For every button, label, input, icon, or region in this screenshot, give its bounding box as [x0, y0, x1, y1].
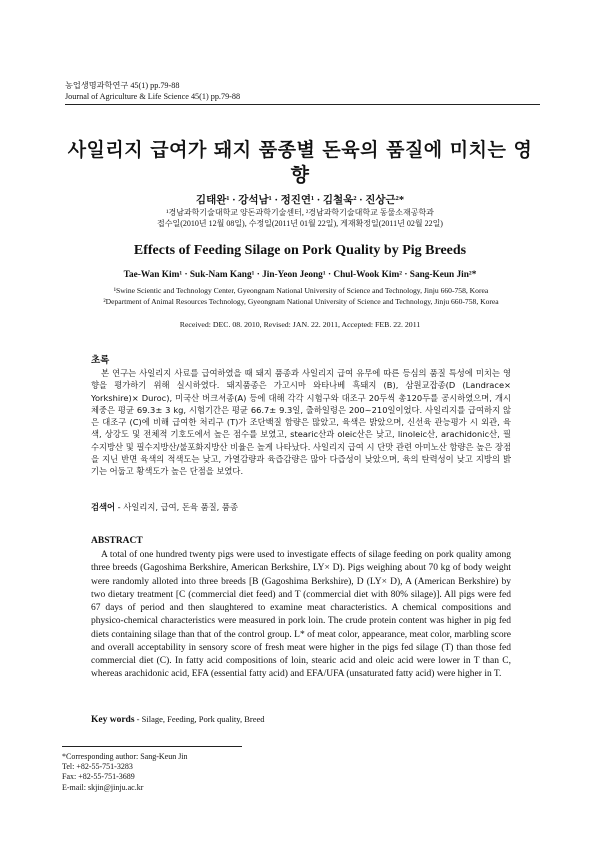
authors-kr: 김태완¹ · 강석남¹ · 정진연¹ · 김철욱² · 진상근²* [195, 195, 405, 206]
journal-name-en: Journal of Agriculture & Life Science 45(1) pp.79-88 [65, 92, 241, 101]
header-rule [65, 104, 540, 105]
keywords-kr-list: - 사일리지, 급여, 돈육 품질, 품종 [115, 502, 238, 512]
telephone: Tel: +82-55-751-3283 [62, 762, 133, 772]
keywords-en [91, 714, 265, 725]
abstract-kr: 본 연구는 사일리지 사료를 급여하였을 때 돼지 품종과 사일리지 급여 유무에 따른 등심의 품질 특성에 미치는 영향을 평가하기 위해 실시하였다. 돼지품종은 가고시마 와타나베 흑돼지 (B), 삼원교잡종(D (Landrace× Yorkshire)× Duroc), 미국산 버크셔종(A) 등에 대해 각각 시험구와 대조구 20두씩 총120두를 공시하였으며, 개시체중은 평균 69.3± 3 kg, 시험기간은 평균 66.7± 9.3일, 출하일령은 200~210일이었다. 사일리지를 급여하지 않은 대조구 (C)에 비해 급여한 처리구 (T)가 조단백질 함량은 많았고, 육색은 밝았으며, 신선육 관능평가 시 외관, 육색, 상강도 및 전체적 기호도에서 높은 점수를 보였고, stearic산과 oleic산은 낮고, linoleic산, arachidonic산, 필수지방산 및 필수지방산/불포화지방산 비율은 높게 나타났다. 사일리지 급여 시 단맛 관련 아미노산 함량은 높은 장점을 지닌 반면 육색의 적색도는 낮고, 가열감량과 육즙감량은 많아 다즙성이 낮았으며, 육의 탄력성이 낮고 지방의 밝기는 어둡고 황색도가 높은 단점을 보였다. [91, 368, 511, 477]
affiliation-en-line: ²Department of Animal Resources Technology, Gyeongnam National University of Science and Technology, Jinju 660-758, Korea [103, 296, 499, 306]
email: E-mail: skjin@jinju.ac.kr [62, 782, 144, 792]
journal-name-kr: 농업생명과학연구 45(1) pp.79-88 [65, 81, 180, 90]
paper-title-kr: 사일리지 급여가 돼지 품종별 돈육의 품질에 미치는 영향 [67, 139, 533, 186]
keywords-kr-label: 검색어 [91, 502, 116, 512]
abstract-kr-heading: 초록 [91, 355, 110, 366]
paper-title-en: Effects of Feeding Silage on Pork Quality by Pig Breeds [133, 243, 467, 258]
footnote-rule [62, 746, 242, 747]
abstract-en: A total of one hundred twenty pigs were used to investigate effects of silage feeding on pork quality among three breeds (Gagoshima Berkshire, American Berkshire, LY× D). Pigs weighing about 70 kg of body weight were randomly alloted into three breeds [B (Gagoshima Berkshire), D (LY× D), A (American Berkshire) by two dietary treatment [C (commercial diet feed) and T (commercial diet with 80% silage)]. All pigs were fed 67 days of period and then slaughtered to examine meat characteristics. A chemical compositions and physico-chemical characteristics were measured in pork loin. The crude protein content was higher in pig fed diets containing silage than that of the control group. L* of meat color, appearance, meat color, marbling score and overall acceptability in sensory score of fresh meat were higher in the pigs fed silage (T) than those fed commercial diet (C). In fatty acid compositions of loin, stearic acid and oleic acid were lower in T than C, whereas arachidonic acid, EFA (essential fatty acid) and EFA/UFA (unsaturated fatty acid) were higher in T. [91, 550, 511, 680]
fax: Fax: +82-55-751-3689 [62, 772, 135, 782]
corresponding-author: *Corresponding author: Sang-Keun Jin [62, 752, 188, 761]
journal-header [65, 80, 540, 105]
keywords-en-label: Key words [91, 715, 135, 725]
keywords-kr [91, 501, 238, 513]
affiliation-en-line: ¹Swine Scientic and Technology Center, Gyeongnam National University of Science and Technology, Jinju 660-758, Korea [113, 286, 489, 295]
footnote [62, 752, 188, 793]
affiliation-kr-line: ¹경남과학기술대학교 양돈과학기술센터, ²경남과학기술대학교 동물소재공학과 [166, 208, 434, 217]
affiliations-kr [60, 207, 540, 229]
abstract-en-heading: ABSTRACT [91, 536, 143, 546]
dates-kr-line: 접수일(2010년 12월 08일), 수정일(2011년 01월 22일), 게재확정일(2011년 02월 22일) [157, 219, 443, 228]
keywords-en-list: - Silage, Feeding, Pork quality, Breed [134, 714, 265, 724]
affiliations-en [62, 286, 540, 307]
authors-en: Tae-Wan Kim¹ · Suk-Nam Kang¹ · Jin-Yeon Jeong¹ · Chul-Wook Kim² · Sang-Keun Jin²* [123, 270, 477, 280]
dates-en: Received: DEC. 08. 2010, Revised: JAN. 22. 2011, Accepted: FEB. 22. 2011 [179, 320, 421, 329]
